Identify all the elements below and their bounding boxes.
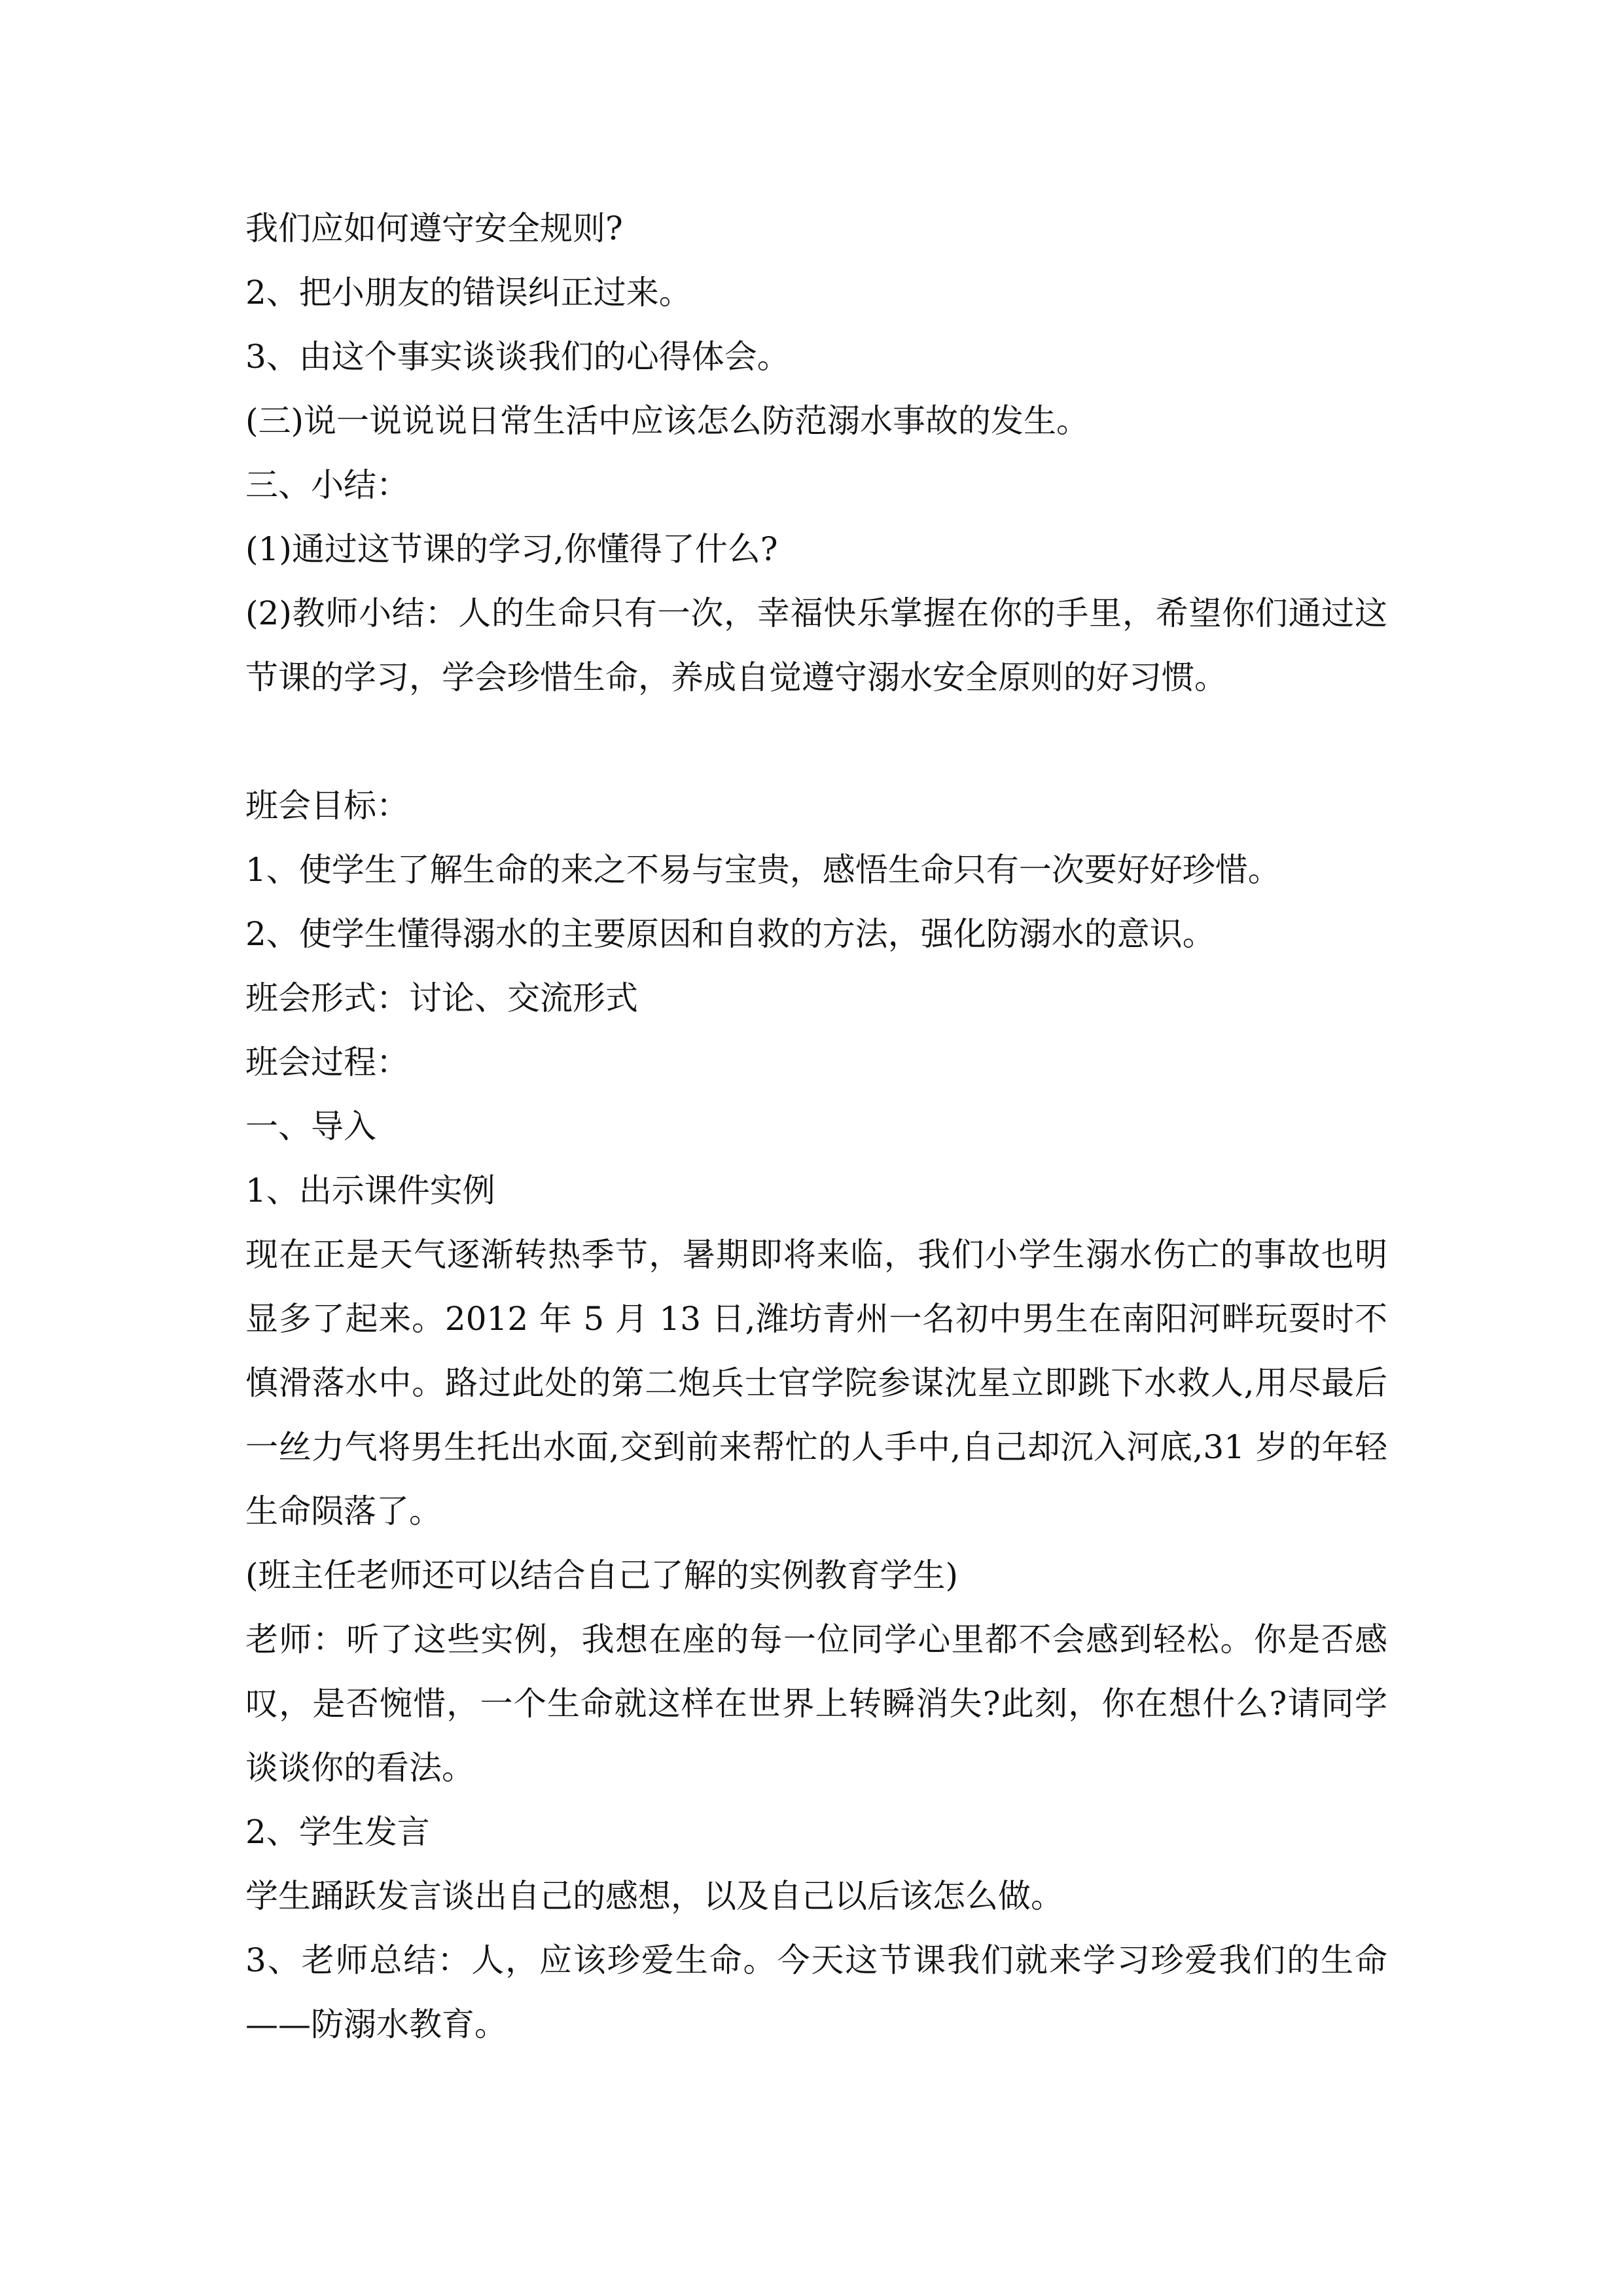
example-paragraph: 现在正是天气逐渐转热季节，暑期即将来临，我们小学生溺水伤亡的事故也明显多了起来。2012 年 5 月 13 日,潍坊青州一名初中男生在南阳河畔玩耍时不慎滑落水中。路过此处的第二炮兵士官学院参谋沈星立即跳下水救人,用尽最后一丝力气将男生托出水面,交到前来帮忙的人手中,自己却沉入河底,31 岁的年轻生命陨落了。 <box>245 1236 1387 1530</box>
text-line: 班会形式：讨论、交流形式 <box>245 979 638 1017</box>
text-line: 2、把小朋友的错误纠正过来。 <box>245 274 692 312</box>
section-heading: 班会目标： <box>245 787 409 825</box>
text-line: 1、使学生了解生命的来之不易与宝贵，感悟生命只有一次要好好珍惜。 <box>245 851 1281 889</box>
text-line: 3、由这个事实谈谈我们的心得体会。 <box>245 338 790 376</box>
text-line: (三)说一说说说日常生活中应该怎么防范溺水事故的发生。 <box>245 402 1090 440</box>
section-heading: 一、导入 <box>245 1107 376 1145</box>
text-line: 2、使学生懂得溺水的主要原因和自救的方法，强化防溺水的意识。 <box>245 915 1215 953</box>
conclusion-paragraph: 3、老师总结：人，应该珍爱生命。今天这节课我们就来学习珍爱我们的生命——防溺水教育。 <box>245 1941 1387 2043</box>
teacher-note: (班主任老师还可以结合自己了解的实例教育学生) <box>245 1556 959 1594</box>
text-line: 1、出示课件实例 <box>245 1172 495 1210</box>
paragraph-spacer <box>245 709 1387 774</box>
section-heading: 班会过程： <box>245 1043 409 1081</box>
text-line: (1)通过这节课的学习,你懂得了什么? <box>245 530 778 568</box>
text-line: 我们应如何遵守安全规则? <box>245 209 623 247</box>
teacher-paragraph: 老师：听了这些实例，我想在座的每一位同学心里都不会感到轻松。你是否感叹，是否惋惜，一个生命就这样在世界上转瞬消失?此刻，你在想什么?请同学谈谈你的看法。 <box>245 1621 1387 1787</box>
summary-paragraph: (2)教师小结：人的生命只有一次，幸福快乐掌握在你的手里，希望你们通过这节课的学习，学会珍惜生命，养成自觉遵守溺水安全原则的好习惯。 <box>245 594 1387 696</box>
text-line: 2、学生发言 <box>245 1813 430 1851</box>
text-line: 学生踊跃发言谈出自己的感想，以及自己以后该怎么做。 <box>245 1877 1063 1915</box>
section-heading: 三、小结： <box>245 466 409 504</box>
document-page <box>245 196 1387 2056</box>
